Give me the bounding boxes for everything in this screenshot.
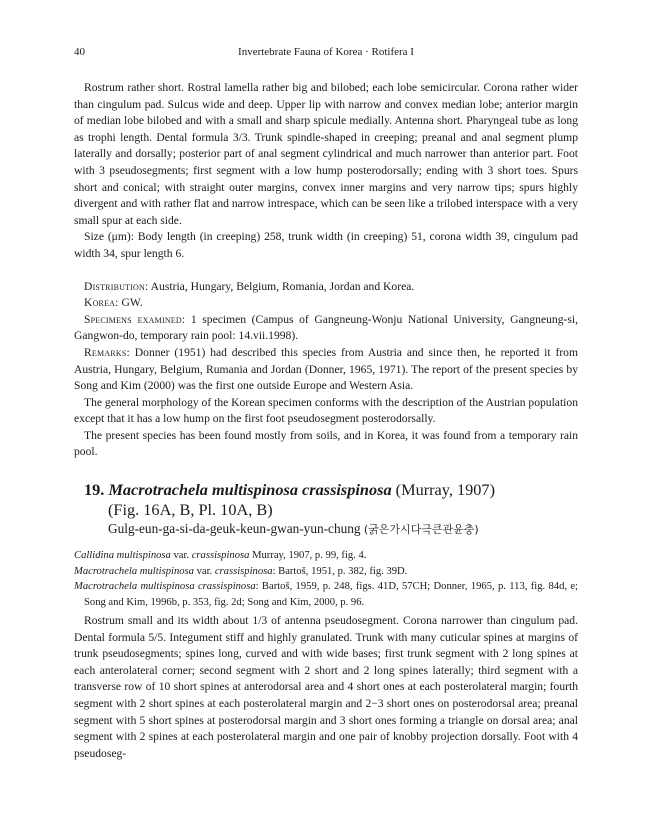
specimens-paragraph	[74, 312, 578, 345]
specimens-label: Specimens examined:	[84, 312, 186, 326]
distribution-label: Distribution:	[84, 279, 149, 293]
description-paragraph: Rostrum rather short. Rostral lamella rather big and bilobed; each lobe semicircular. Corona rather wider than cingulum pad. Sulcus wide and deep. Upper lip with narrow and convex median lobe; anterior margin of median lobe bilobed and with a small and sharp spicule medially. Antenna short. Pharyngeal tube as long as trophi length. Dental formula 3/3. Trunk spindle-shaped in creeping; preanal and anal segment plump laterally and dorsally; posterior part of anal segment cylindrical and much narrower than anterior part. Foot with 3 pseudosegments; first segment with a low hump posterodorsally; ending with 3 short toes. Spurs short and conical; with straight outer margins, convex inner margins and very narrow tips; spurs highly divergent and with rather flat and narrow intrespace, which can be seen like a trilobed interspace with a very small spur at each side.	[74, 81, 578, 227]
species-name: Macrotrachela multispinosa crassispinosa	[108, 480, 392, 499]
synonym-entry: Macrotrachela multispinosa var. crassispinosa: Bartoš, 1951, p. 382, fig. 39D.	[74, 565, 408, 577]
remarks-label: Remarks:	[84, 345, 130, 359]
description2-block	[74, 613, 578, 762]
remarks-text: Donner (1951) had described this species from Austria and since then, he reported it from Austria, Hungary, Belgium, Rumania and Jordan (Donner, 1965, 1971). The report of the present species by Song and Kim (2000) was the first one outside Europe and Western Asia.	[74, 345, 578, 393]
korea-paragraph	[74, 295, 578, 312]
description-block	[74, 80, 578, 461]
remarks-paragraph	[74, 345, 578, 395]
korea-text: GW.	[118, 296, 143, 310]
species-heading	[84, 480, 564, 539]
page-header	[74, 46, 578, 60]
specimens-text: 1 specimen (Campus of Gangneung-Wonju National University, Gangneung-si, Gangwon-do, temporary rain pool: 14.vii.1998).	[74, 312, 579, 343]
morphology-paragraph: The general morphology of the Korean specimen conforms with the description of the Austrian population except that it has a low hump on the first foot pseudosegment posterodorsally.	[74, 395, 578, 426]
size-paragraph: Size (μm): Body length (in creeping) 258, trunk width (in creeping) 51, corona width 39, cingulum pad width 34, spur length 6.	[74, 230, 578, 260]
korean-name: (굵은가시다극큰관윤충)	[363, 523, 479, 536]
distribution-text: Austria, Hungary, Belgium, Romania, Jordan and Korea.	[148, 279, 415, 293]
distribution-paragraph	[74, 279, 578, 296]
species-figures: (Fig. 16A, B, Pl. 10A, B)	[108, 500, 273, 519]
page-number: 40	[74, 46, 85, 58]
synonym-entry: Callidina multispinosa var. crassispinosa Murray, 1907, p. 99, fig. 4.	[74, 550, 367, 561]
synonymy-list	[74, 548, 578, 610]
habitat-paragraph: The present species has been found mostly from soils, and in Korea, it was found from a temporary rain pool.	[74, 428, 578, 459]
running-title: Invertebrate Fauna of Korea · Rotifera I	[238, 46, 414, 58]
korean-romanized-name: Gulg-eun-ga-si-da-geuk-keun-gwan-yun-chung	[108, 521, 364, 536]
species-number: 19.	[84, 480, 105, 499]
korea-label: Korea:	[84, 296, 119, 310]
description2-paragraph: Rostrum small and its width about 1/3 of antenna pseudosegment. Corona narrower than cingulum pad. Dental formula 5/5. Integument stiff and highly granulated. Trunk with many cuticular spines at margins of trunk pseudosegments; spines long, curved and with wide bases; first trunk segment with 2 long spines at each anterolateral corner; second segment with 2 short and 2 long spines laterally; third segment with a transverse row of 10 short spines at anterodorsal area and 4 short ones at each posterolateral margin; fourth segment with 2 short spines at each posterolateral margin and 2−3 short ones on posterodorsal area; preanal segment with 5 short spines at posterodorsal margin and 3 short ones forming a triangle on dorsal area; anal segment with 2 spines at each posterolateral margin and one pair of knobby projection dorsally. Foot with 4 pseudoseg-	[74, 614, 578, 760]
species-author: (Murray, 1907)	[391, 480, 495, 499]
synonym-entry: Macrotrachela multispinosa crassispinosa: Bartoš, 1959, p. 248, figs. 41D, 57CH; Donner, 1965, p. 113, fig. 84d, e; Song and Kim, 1996b, p. 353, fig. 2d; Song and Kim, 2000, p. 96.	[74, 581, 579, 608]
